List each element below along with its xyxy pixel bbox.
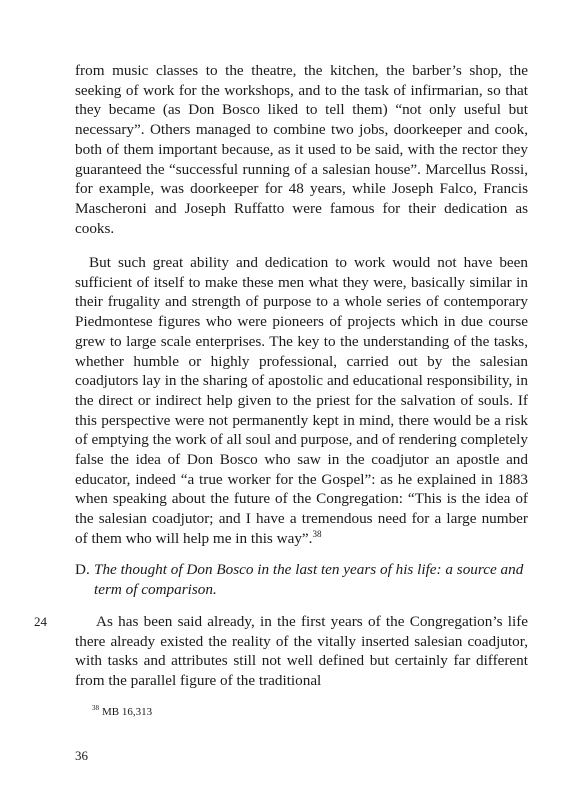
body-paragraph-2-text: But such great ability and dedication to work would not have been sufficient of itself to make these men what they were, basically similar in their frugality and strength of purpose to a whole series of contemporary Piedmontese figures who were pioneers of projects which in due course grew to large scale enterprises. The key to the understanding of the tasks, whether humble or highly professional, carried out by the salesian coadjutors lay in the sharing of apostolic and educational responsibility, in the direct or indirect help given to the priest for the salvation of souls. If this perspective were not permanently kept in mind, there would be a risk of emptying the work of all soul and purpose, and of rendering completely false the idea of Don Bosco who saw in the coadjutor an apostle and educator, indeed “a true worker for the Gospel”: as he explained in 1883 when speaking about the future of the Congregation: “This is the idea of the salesian coadjutor; and I have a tremendous need for a large number of them who will help me in this way”. xyxy=(75,254,528,547)
footnote-mark: 38 xyxy=(92,704,99,713)
page-number: 36 xyxy=(75,748,88,763)
footnote-reference: 38 xyxy=(312,528,322,539)
body-paragraph-3: As has been said already, in the first years of the Congregation’s life there already existed the reality of the vitally inserted salesian coadjutor, with tasks and attributes still not well defined but certainly far different from the parallel figure of the traditional xyxy=(75,613,528,690)
section-heading-letter: D. xyxy=(75,561,90,578)
body-paragraph-2 xyxy=(75,253,528,549)
section-heading-text: The thought of Don Bosco in the last ten years of his life: a source and term of comparison. xyxy=(94,561,524,598)
footnote-text: MB 16,313 xyxy=(102,706,153,718)
footnote xyxy=(92,705,152,719)
margin-paragraph-number: 24 xyxy=(34,614,47,629)
section-heading xyxy=(75,560,528,599)
body-paragraph-1: from music classes to the theatre, the kitchen, the barber’s shop, the seeking of work for the workshops, and to the task of infirmarian, so that they became (as Don Bosco liked to tell them) “not only useful but necessary”. Others managed to combine two jobs, doorkeeper and cook, both of them important because, as it used to be said, with the rector they guaranteed the “successful running of a salesian house”. Marcellus Rossi, for example, was doorkeeper for 48 years, while Joseph Falco, Francis Mascheroni and Joseph Ruffatto were famous for their dedication as cooks. xyxy=(75,62,528,237)
